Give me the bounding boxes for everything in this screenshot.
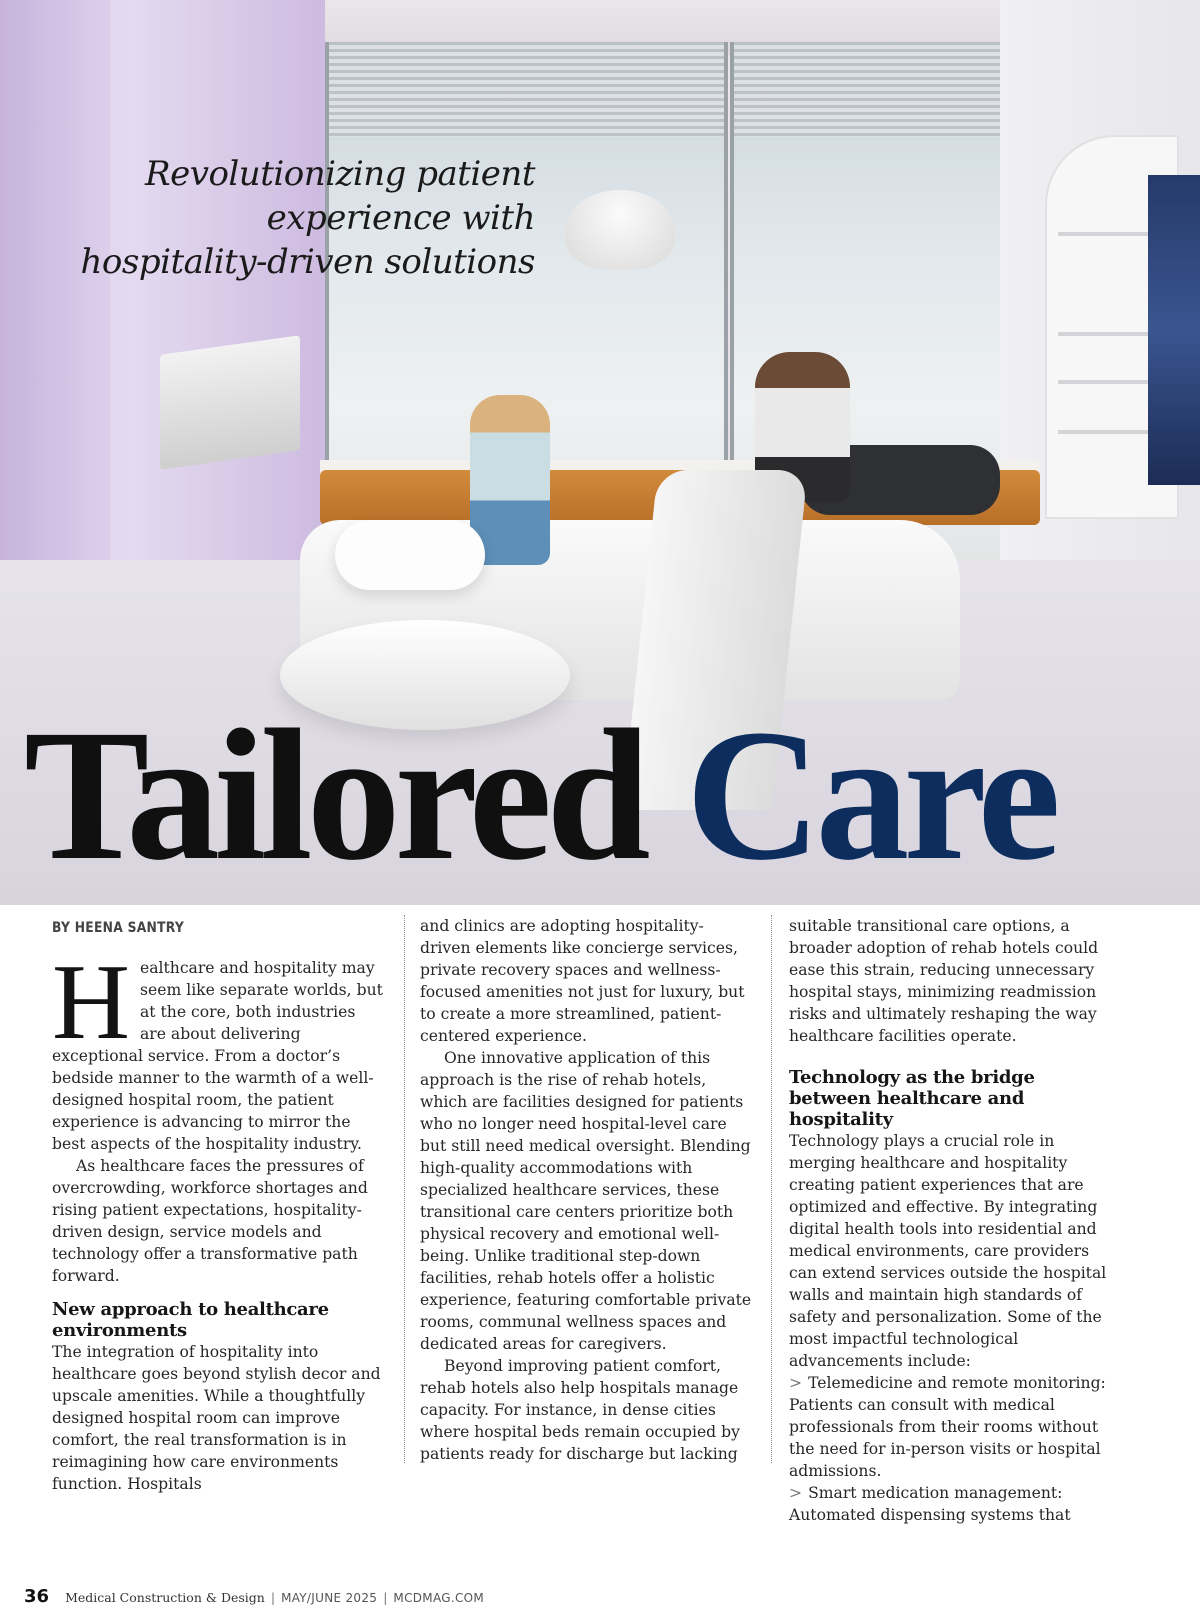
shelf	[1058, 430, 1153, 434]
website-link[interactable]: MCDMAG.COM	[393, 1591, 485, 1605]
section-heading: Technology as the bridge between healthcare and hospitality	[789, 1067, 1035, 1130]
bullet-text: Smart medication management: Automated dispensing systems that	[789, 1484, 1071, 1524]
bullet-marker: >	[789, 1484, 803, 1502]
issue-date: MAY/JUNE 2025	[281, 1591, 378, 1605]
separator: |	[270, 1590, 276, 1605]
page-number: 36	[24, 1586, 50, 1607]
shelf	[1058, 332, 1153, 336]
article-headline	[24, 690, 1194, 899]
column-divider	[404, 915, 405, 1463]
page-footer	[24, 1586, 484, 1606]
section-heading: New approach to healthcare environments	[52, 1299, 329, 1341]
column-3	[789, 915, 1122, 1524]
bullet-item	[789, 1482, 1122, 1526]
column-2	[420, 915, 753, 1470]
paragraph: suitable transitional care options, a broader adoption of rehab hotels could ease this strain, reducing unnecessary hospital stays, minimizing readmission risks and ultimately reshaping the way healthcare facilities operate.	[789, 917, 1099, 1045]
column-1	[52, 915, 385, 1493]
paragraph: The integration of hospitality into healthcare goes beyond stylish decor and upscale amenities. While a thoughtfully designed hospital room can improve comfort, the real transformation is in reimagining how care environments function. Hospitals	[52, 1343, 381, 1493]
separator: |	[383, 1590, 388, 1605]
bullet-text: Telemedicine and remote monitoring: Patients can consult with medical professionals from their rooms without the need for in-person visits or hospital admissions.	[789, 1374, 1106, 1480]
window-blinds	[329, 42, 724, 137]
shelf	[1058, 380, 1153, 384]
headline-word-1: Tailored	[24, 690, 645, 899]
window-blinds	[734, 42, 1004, 137]
publication-name: Medical Construction & Design	[65, 1590, 265, 1605]
headline-word-2: Care	[685, 690, 1055, 899]
article-subtitle: Revolutionizing patient experience with hospitality-driven solutions	[80, 154, 535, 282]
paragraph: One innovative application of this approach is the rise of rehab hotels, which are facilities designed for patients who no longer need hospital-level care but still need medical oversight. Blending high-quality accommodations with specialized healthcare services, these transitional care centers prioritize both physical recovery and emotional well-being. Unlike traditional step-down facilities, rehab hotels offer a holistic experience, featuring comfortable private rooms, communal wellness spaces and dedicated areas for caregivers.	[420, 1049, 752, 1353]
wall-screen	[1148, 175, 1200, 485]
paragraph	[52, 943, 385, 1155]
medical-wall-panel	[160, 335, 300, 470]
pendant-lamp	[565, 190, 675, 270]
paragraph: As healthcare faces the pressures of overcrowding, workforce shortages and rising patient expectations, hospitality-driven design, service models and technology offer a transformative path forward.	[52, 1157, 368, 1285]
paragraph-text: ealthcare and hospitality may seem like separate worlds, but at the core, both industries are about delivering exceptional service. From a doctor’s bedside manner to the warmth of a well-designed hospital room, the patient experience is advancing to mirror the best aspects of the hospitality industry.	[52, 959, 383, 1153]
byline: BY HEENA SANTRY	[52, 920, 185, 936]
paragraph: and clinics are adopting hospitality-driven elements like concierge services, private recovery spaces and wellness-focused amenities not just for luxury, but to create a more streamlined, patient-centered experience.	[420, 917, 745, 1045]
shelf	[1058, 232, 1153, 236]
pillow	[335, 520, 485, 590]
bullet-marker: >	[789, 1374, 803, 1392]
article-body	[52, 915, 1142, 1524]
girl-figure	[470, 395, 550, 565]
column-divider	[771, 915, 772, 1463]
drop-cap: H	[52, 943, 130, 1062]
bullet-item	[789, 1372, 1122, 1482]
paragraph: Beyond improving patient comfort, rehab hotels also help hospitals manage capacity. For instance, in dense cities where hospital beds remain occupied by patients ready for discharge but lacking	[420, 1357, 740, 1463]
paragraph: Technology plays a crucial role in merging healthcare and hospitality creating patient experiences that are optimized and effective. By integrating digital health tools into residential and medical environments, care providers can extend services outside the hospital walls and maintain high standards of safety and personalization. Some of the most impactful technological advancements include:	[789, 1132, 1107, 1370]
